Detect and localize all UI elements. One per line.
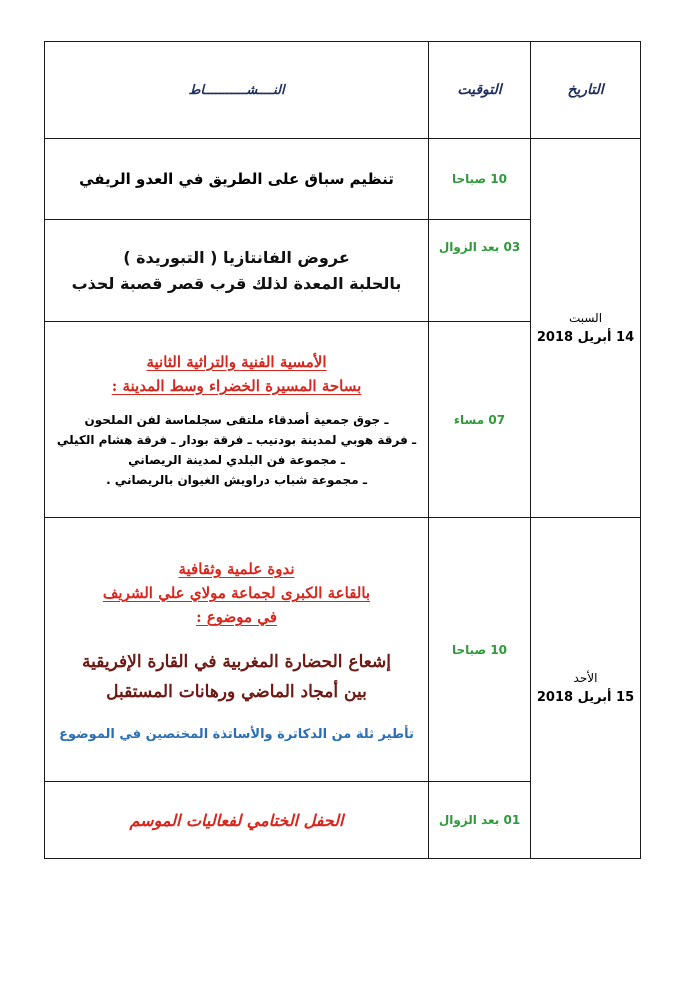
activity-title: بالقاعة الكبرى لجماعة مولاي علي الشريف (102, 584, 371, 602)
date-cell (531, 518, 641, 859)
activity-cell (45, 518, 429, 782)
list-item: ـ مجموعة فن البلدي لمدينة الريصاني (128, 452, 345, 467)
activity-line: بالحلبة المعدة لذلك قرب قصر قصبة لحذب (71, 273, 402, 293)
closing-ceremony: الحفل الختامي لفعاليات الموسم (129, 810, 344, 830)
activity-cell (45, 322, 429, 518)
date-label: 14 أبريل 2018 (536, 330, 635, 345)
time-cell: 10 صباحا (429, 518, 531, 782)
header-activity: النــــشـــــــــــاط (45, 42, 429, 139)
list-item: ـ فرقة هوبي لمدينة بودنيب ـ فرقة بودار ـ فرقة هشام الكيلي (56, 432, 417, 447)
header-row (45, 42, 641, 139)
theme-line-1: إشعاع الحضارة المغربية في القارة الإفريقية (82, 652, 391, 672)
moderators-note: تأطير ثلة من الدكاترة والأساتذة المختصين في الموضوع (59, 727, 414, 742)
activity-line: عروض الفانتازيا ( التبوريدة ) (123, 247, 350, 267)
date-cell (531, 139, 641, 518)
schedule-table (44, 41, 641, 859)
time-cell: 07 مساء (429, 322, 531, 518)
header-time: التوقيت (429, 42, 531, 139)
activity-title: الأمسية الفنية والتراثية الثانية (146, 352, 327, 371)
activity-cell: تنظيم سباق على الطريق في العدو الريفي (45, 139, 429, 220)
activity-title: بساحة المسيرة الخضراء وسط المدينة : (111, 376, 362, 395)
time-cell: 03 بعد الزوال (429, 220, 531, 322)
activity-title: ندوة علمية وثقافية (178, 560, 295, 578)
list-item: ـ مجموعة شباب دراويش الغيوان بالريصاني . (106, 472, 367, 487)
list-item: ـ جوق جمعية أصدقاء ملتقى سجلماسة لفن الملحون (84, 412, 389, 427)
day-label: السبت (568, 311, 603, 325)
theme-line-2: بين أمجاد الماضي ورهانات المستقبل (106, 682, 367, 702)
activity-title: في موضوع : (196, 608, 277, 626)
table-row (45, 518, 641, 782)
table-row (45, 139, 641, 220)
day-label: الأحد (573, 671, 598, 685)
time-cell: 10 صباحا (429, 139, 531, 220)
performers-list (45, 410, 428, 490)
time-cell: 01 بعد الزوال (429, 782, 531, 859)
date-label: 15 أبريل 2018 (536, 690, 635, 705)
activity-cell (45, 220, 429, 322)
activity-cell (45, 782, 429, 859)
theme-line (45, 647, 428, 707)
header-date: التاريخ (531, 42, 641, 139)
